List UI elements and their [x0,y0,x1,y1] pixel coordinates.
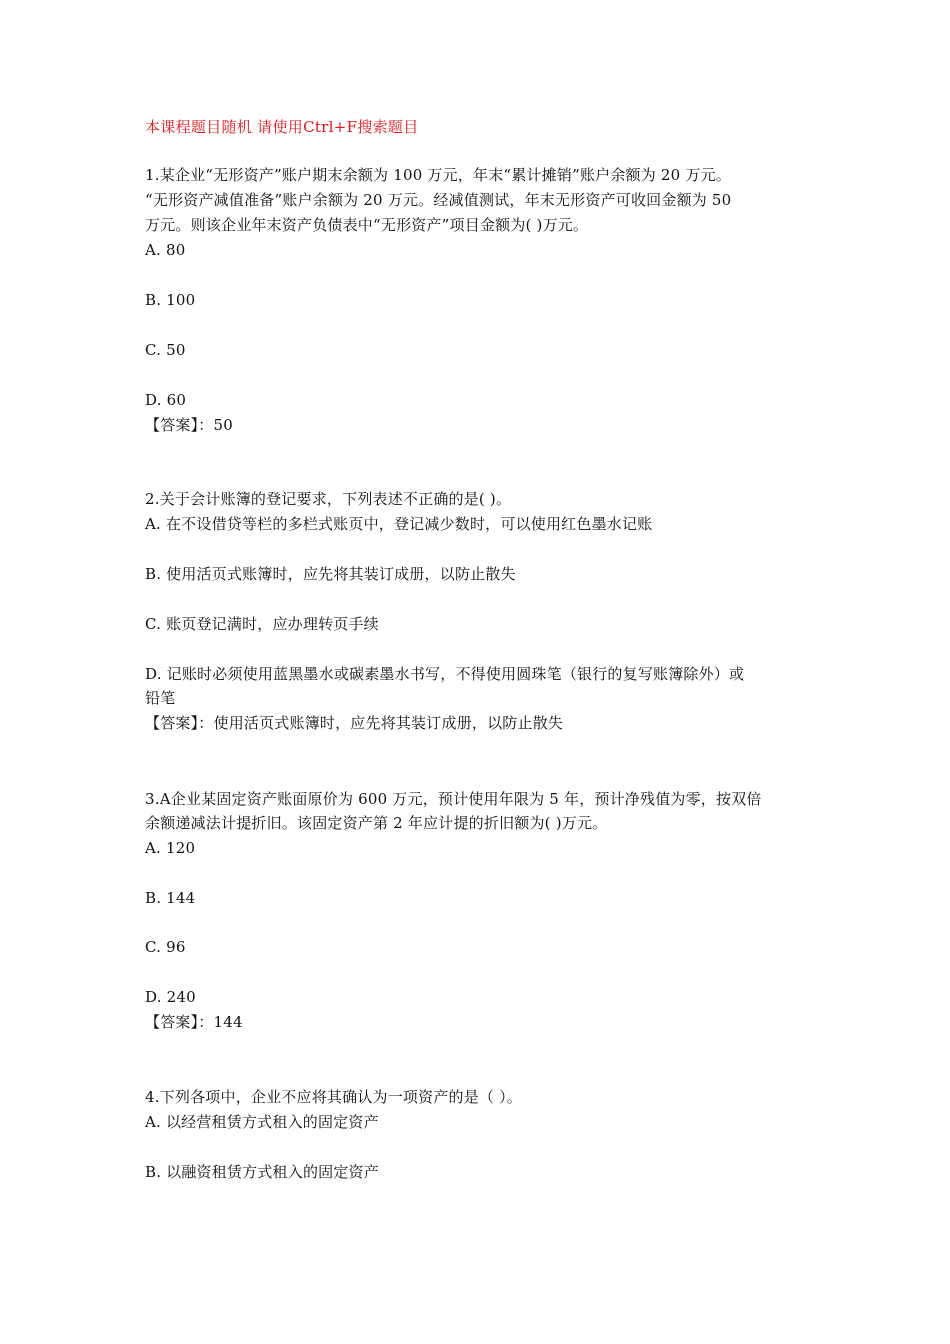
question-3-option-d: D. 240 [145,988,196,1006]
question-4-option-a: A. 以经营租赁方式租入的固定资产 [145,1113,379,1131]
question-2-option-d-continuation: 铅笔 [145,689,176,707]
question-1-option-b: B. 100 [145,291,196,309]
question-1-option-d: D. 60 [145,391,187,409]
question-1-stem-line-3: 万元。则该企业年末资产负债表中“无形资产”项目金额为( )万元。 [145,216,589,234]
question-2-option-a: A. 在不设借贷等栏的多栏式账页中，登记减少数时，可以使用红色墨水记账 [145,515,653,533]
question-2-answer: 【答案】：使用活页式账簿时，应先将其装订成册，以防止散失 [145,714,564,732]
question-4-option-b: B. 以融资租赁方式租入的固定资产 [145,1163,379,1181]
search-notice: 本课程题目随机 请使用Ctrl+F搜索题目 [145,118,419,136]
question-1-answer: 【答案】：50 [145,416,233,434]
question-1-stem-line-2: “无形资产减值准备”账户余额为 20 万元。经减值测试，年末无形资产可收回金额为 50 [145,191,732,209]
question-2-stem-line-1: 2.关于会计账簿的登记要求，下列表述不正确的是( )。 [145,490,512,508]
question-3-option-c: C. 96 [145,938,186,956]
question-1-option-a: A. 80 [145,241,186,259]
question-3-stem-line-1: 3.A企业某固定资产账面原价为 600 万元，预计使用年限为 5 年，预计净残值为零，按双倍 [145,790,762,808]
question-2-option-c: C. 账页登记满时，应办理转页手续 [145,615,379,633]
question-3-option-a: A. 120 [145,839,196,857]
question-4-stem-line-1: 4.下列各项中，企业不应将其确认为一项资产的是（ ）。 [145,1088,522,1106]
question-2-option-d: D. 记账时必须使用蓝黑墨水或碳素墨水书写，不得使用圆珠笔（银行的复写账簿除外）或 [145,665,745,683]
question-2-option-b: B. 使用活页式账簿时，应先将其装订成册，以防止散失 [145,565,516,583]
question-3-answer: 【答案】：144 [145,1013,243,1031]
question-3-stem-line-2: 余额递减法计提折旧。该固定资产第 2 年应计提的折旧额为( )万元。 [145,814,608,832]
question-1-stem-line-1: 1.某企业“无形资产”账户期末余额为 100 万元，年末“累计摊销”账户余额为 20 万元。 [145,166,731,184]
question-3-option-b: B. 144 [145,889,196,907]
question-1-option-c: C. 50 [145,341,186,359]
